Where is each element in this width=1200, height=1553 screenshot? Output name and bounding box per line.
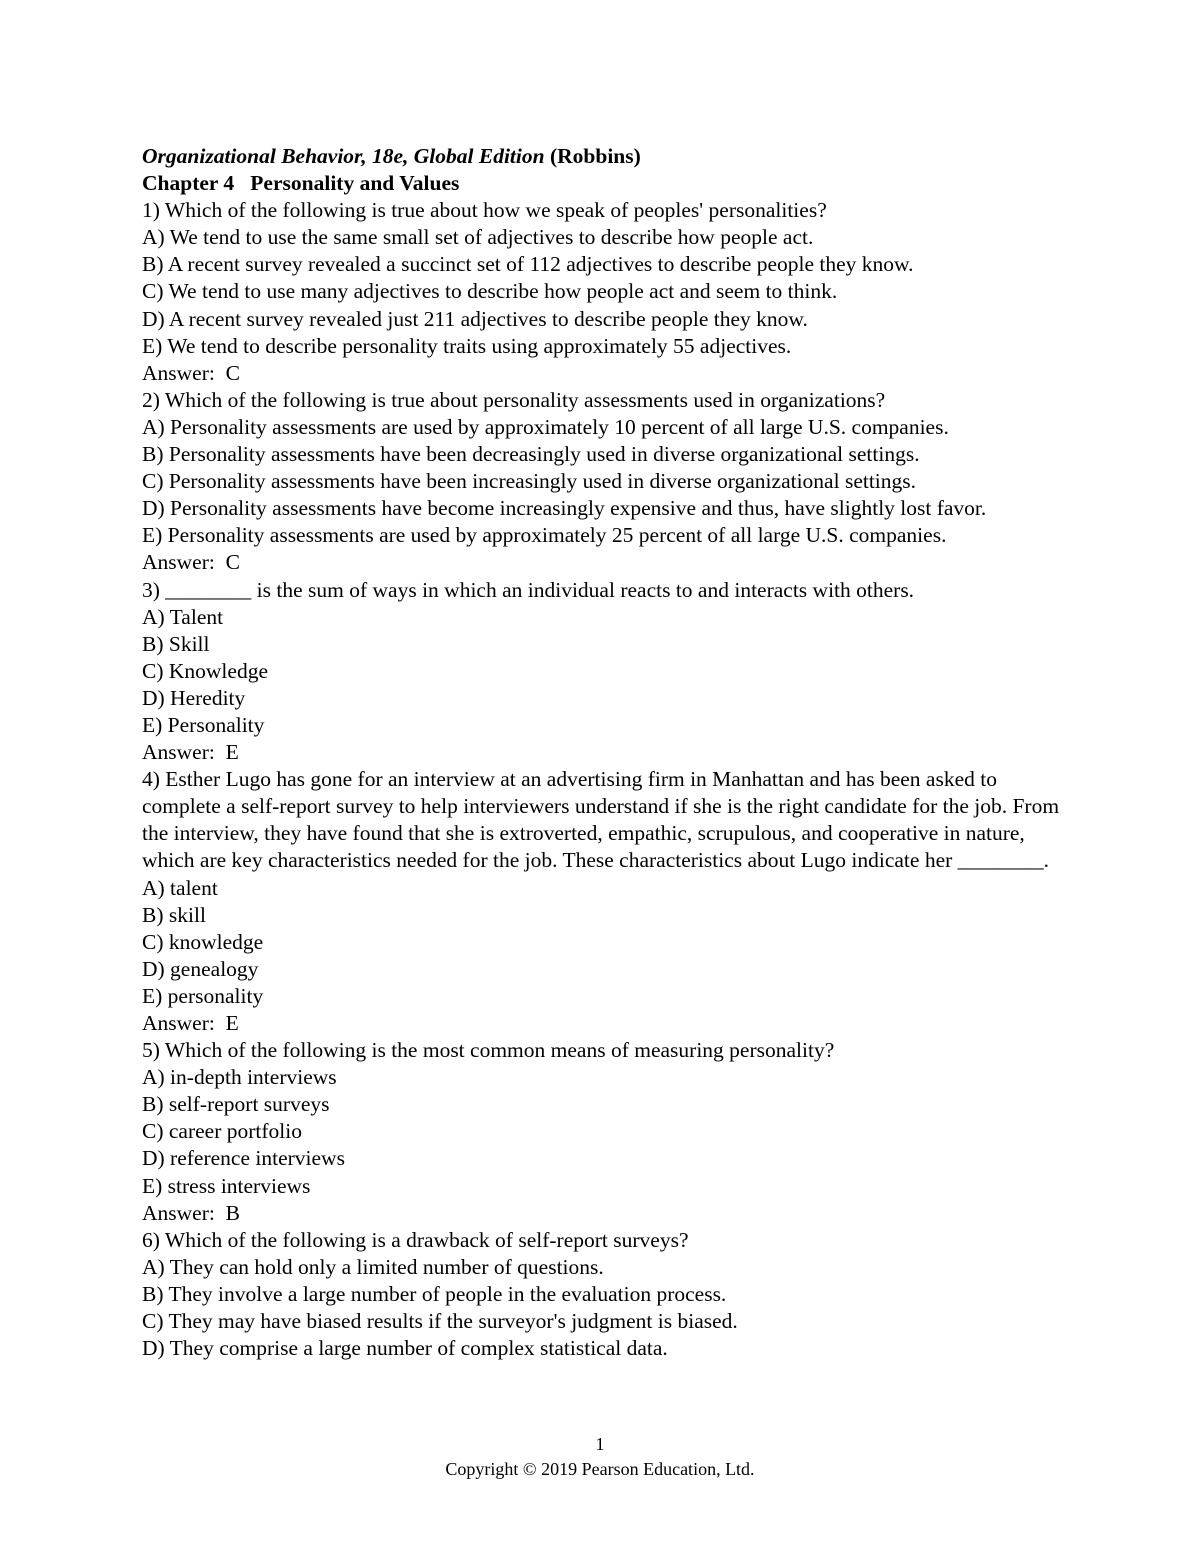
answer-key: Answer: B <box>142 1200 240 1225</box>
question-stem: 5) Which of the following is the most common means of measuring personality? <box>142 1038 835 1063</box>
answer-option: D) They comprise a large number of complex statistical data. <box>142 1336 668 1361</box>
answer-option: D) Heredity <box>142 685 246 710</box>
answer-option: A) in-depth interviews <box>142 1065 337 1090</box>
answer-option: D) genealogy <box>142 956 259 981</box>
answer-option: B) They involve a large number of people in the evaluation process. <box>142 1281 727 1306</box>
chapter-title: Chapter 4 Personality and Values <box>142 171 460 196</box>
book-header <box>142 143 1082 170</box>
answer-option: E) We tend to describe personality traits using approximately 55 adjectives. <box>142 333 792 358</box>
answer-option: B) A recent survey revealed a succinct set of 112 adjectives to describe people they know. <box>142 252 914 277</box>
question-stem: 2) Which of the following is true about personality assessments used in organizations? <box>142 387 886 412</box>
question-block <box>142 577 1082 767</box>
question-stem: 4) Esther Lugo has gone for an interview at an advertising firm in Manhattan and has been asked to complete a self-report survey to help interviewers understand if she is the right candidate for the job. From the interview, they have found that she is extroverted, empathic, scrupulous, and cooperative in nature, which are key characteristics needed for the job. These characteristics about Lugo indicate her ________. <box>142 767 1060 873</box>
answer-option: C) Personality assessments have been increasingly used in diverse organizational settings. <box>142 469 917 494</box>
answer-option: E) personality <box>142 983 264 1008</box>
question-block <box>142 766 1082 1037</box>
book-title: Organizational Behavior, 18e, Global Edition <box>142 144 545 168</box>
question-block <box>142 1037 1082 1227</box>
page-content <box>142 143 1082 1362</box>
answer-option: C) Knowledge <box>142 658 268 683</box>
answer-option: E) Personality <box>142 712 265 737</box>
answer-key: Answer: C <box>142 550 240 575</box>
answer-option: B) Personality assessments have been decreasingly used in diverse organizational settings. <box>142 442 920 467</box>
question-stem: 6) Which of the following is a drawback of self-report surveys? <box>142 1227 689 1252</box>
answer-option: C) career portfolio <box>142 1119 302 1144</box>
answer-option: C) knowledge <box>142 929 264 954</box>
answer-option: D) Personality assessments have become increasingly expensive and thus, have slightly lost favor. <box>142 496 987 521</box>
answer-option: B) skill <box>142 902 206 927</box>
question-stem: 3) ________ is the sum of ways in which an individual reacts to and interacts with others. <box>142 577 915 602</box>
answer-option: B) Skill <box>142 631 210 656</box>
answer-option: B) self-report surveys <box>142 1092 330 1117</box>
answer-option: A) Personality assessments are used by approximately 10 percent of all large U.S. companies. <box>142 414 949 439</box>
answer-option: C) They may have biased results if the surveyor's judgment is biased. <box>142 1309 738 1334</box>
answer-option: A) Talent <box>142 604 224 629</box>
question-stem: 1) Which of the following is true about how we speak of peoples' personalities? <box>142 198 827 223</box>
answer-option: E) stress interviews <box>142 1173 311 1198</box>
answer-option: A) talent <box>142 875 218 900</box>
copyright-notice: Copyright © 2019 Pearson Education, Ltd. <box>445 1459 755 1479</box>
answer-option: E) Personality assessments are used by approximately 25 percent of all large U.S. companies. <box>142 523 947 548</box>
question-block <box>142 197 1082 387</box>
answer-option: D) reference interviews <box>142 1146 345 1171</box>
page-number: 1 <box>595 1434 605 1454</box>
answer-key: Answer: C <box>142 360 240 385</box>
question-block <box>142 387 1082 577</box>
book-author: (Robbins) <box>549 144 641 168</box>
answer-key: Answer: E <box>142 740 239 765</box>
answer-key: Answer: E <box>142 1011 239 1035</box>
answer-option: D) A recent survey revealed just 211 adjectives to describe people they know. <box>142 306 808 331</box>
question-block <box>142 1227 1082 1362</box>
answer-option: A) They can hold only a limited number of questions. <box>142 1254 604 1279</box>
answer-option: C) We tend to use many adjectives to describe how people act and seem to think. <box>142 279 838 304</box>
answer-option: A) We tend to use the same small set of adjectives to describe how people act. <box>142 225 814 250</box>
